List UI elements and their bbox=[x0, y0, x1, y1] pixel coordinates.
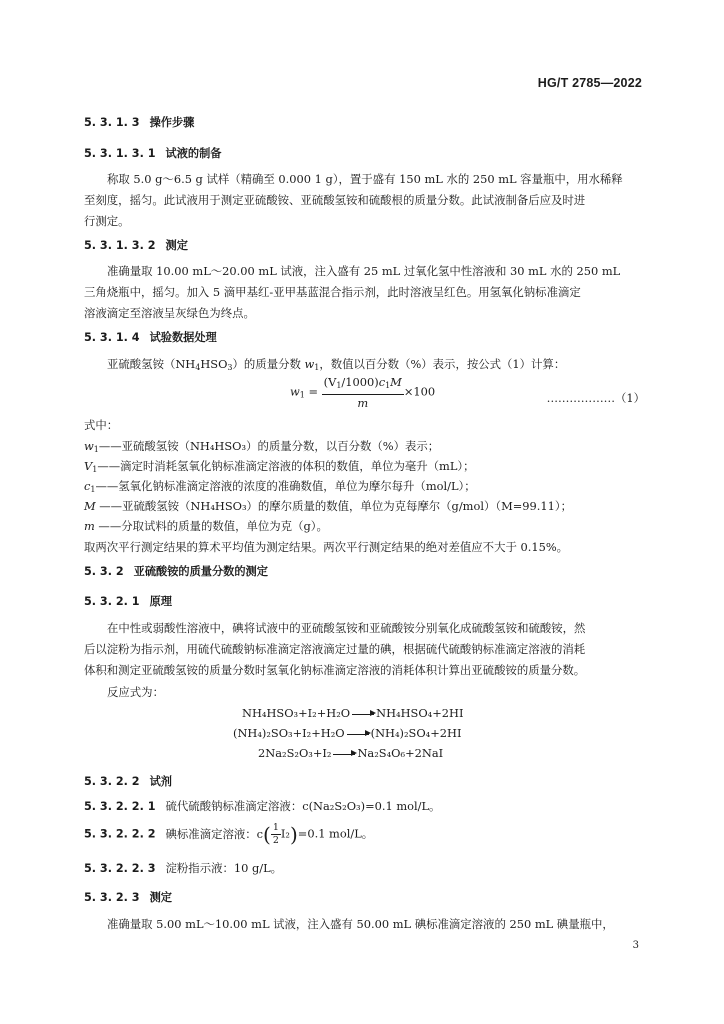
reaction-arrow-icon bbox=[333, 754, 355, 755]
section-number: 5. 3. 1. 3. 1 bbox=[84, 147, 156, 160]
standard-number: HG/T 2785—2022 bbox=[537, 76, 642, 90]
section-title: 原理 bbox=[149, 595, 172, 608]
paragraph-line: 后以淀粉为指示剂，用硫代硫酸钠标准滴定溶液滴定过量的碘，根据硫代硫酸钠标准滴定溶液的消耗 bbox=[84, 642, 586, 656]
paragraph-line: 取两次平行测定结果的算术平均值为测定结果。两次平行测定结果的绝对差值应不大于 0.15%。 bbox=[84, 540, 569, 554]
section-title: 测定 bbox=[165, 239, 188, 252]
heading-5-3-2-2 bbox=[84, 773, 172, 789]
formula-number: ………………（1） bbox=[546, 391, 645, 405]
paragraph-line: 行测定。 bbox=[84, 214, 130, 228]
paragraph-line: 体积和测定亚硫酸氢铵的质量分数时氢氧化钠标准滴定溶液的消耗体积计算出亚硫酸铵的质量分数。 bbox=[84, 663, 586, 677]
paragraph-line: 至刻度，摇匀。此试液用于测定亚硫酸铵、亚硫酸氢铵和硫酸根的质量分数。此试液制备后应及时进 bbox=[84, 193, 586, 207]
section-title: 试验数据处理 bbox=[149, 331, 217, 344]
variable-definition: m ——分取试料的质量的数值，单位为克（g）。 bbox=[84, 519, 328, 533]
where-label: 式中： bbox=[84, 418, 119, 432]
reaction-label: 反应式为： bbox=[107, 685, 164, 699]
section-title: 亚硫酸铵的质量分数的测定 bbox=[133, 565, 268, 578]
reaction-arrow-icon bbox=[347, 734, 369, 735]
paragraph-line: 准确量取 5.00 mL～10.00 mL 试液，注入盛有 50.00 mL 碘标准滴定溶液的 250 mL 碘量瓶中， bbox=[107, 917, 614, 931]
formula-1: $w_1$ = $\frac{(V_1/1000)c_1M}{m}$ ×100 bbox=[290, 375, 436, 410]
heading-5-3-2-1 bbox=[84, 593, 172, 609]
heading-5-3-2-3 bbox=[84, 889, 172, 905]
section-number: 5. 3. 2. 2 bbox=[84, 775, 140, 788]
section-number: 5. 3. 1. 3. 2 bbox=[84, 239, 156, 252]
heading-5-3-1-3-2 bbox=[84, 237, 188, 253]
variable-definition: M ——亚硫酸氢铵（NH₄HSO₃）的摩尔质量的数值，单位为克每摩尔（g/mol）（M=99.11）； bbox=[84, 499, 572, 513]
section-number: 5. 3. 2. 1 bbox=[84, 595, 140, 608]
reaction-arrow-icon bbox=[352, 714, 374, 715]
section-title: 试剂 bbox=[149, 775, 172, 788]
paragraph-line: 溶液滴定至溶液呈灰绿色为终点。 bbox=[84, 306, 255, 320]
section-title: 试液的制备 bbox=[165, 147, 222, 160]
paragraph-line: 称取 5.0 g～6.5 g 试样（精确至 0.000 1 g），置于盛有 150 mL 水的 250 mL 容量瓶中，用水稀释 bbox=[107, 172, 623, 186]
heading-5-3-1-4 bbox=[84, 329, 217, 345]
reaction-equation: (NH₄)₂SO₃+I₂+H₂O (NH₄)₂SO₄+2HI bbox=[233, 726, 462, 740]
reaction-equation: 2Na₂S₂O₃+I₂ Na₂S₄O₆+2NaI bbox=[258, 746, 444, 760]
variable-definition: $c_1——$氢氧化钠标准滴定溶液的浓度的准确数值，单位为摩尔每升（mol/L）； bbox=[84, 479, 476, 494]
heading-5-3-2 bbox=[84, 563, 268, 579]
variable-definition: $w_1——$亚硫酸氢铵（NH₄HSO₃）的质量分数，以百分数（%）表示； bbox=[84, 439, 440, 454]
paragraph-line: 三角烧瓶中，摇匀。加入 5 滴甲基红-亚甲基蓝混合指示剂，此时溶液呈红色。用氢氧化钠标准滴定 bbox=[84, 285, 581, 299]
heading-5-3-1-3 bbox=[84, 114, 194, 130]
reagent-5-3-2-2-1: 5. 3. 2. 2. 1 硫代硫酸钠标准滴定溶液：c(Na₂S₂O₃)=0.1 mol/L。 bbox=[84, 799, 441, 813]
section-title: 测定 bbox=[149, 891, 172, 904]
section-title: 操作步骤 bbox=[149, 116, 195, 129]
reagent-5-3-2-2-2: 5. 3. 2. 2. 2 碘标准滴定溶液：c( $\frac{1}{2}$ I₂)=0.1 mol/L。 bbox=[84, 822, 374, 847]
paragraph-line: 准确量取 10.00 mL～20.00 mL 试液，注入盛有 25 mL 过氧化氢中性溶液和 30 mL 水的 250 mL bbox=[107, 264, 621, 278]
heading-5-3-1-3-1 bbox=[84, 145, 221, 161]
variable-definition: $V_1——$滴定时消耗氢氧化钠标准滴定溶液的体积的数值，单位为毫升（mL）； bbox=[84, 459, 475, 474]
section-number: 5. 3. 1. 3 bbox=[84, 116, 140, 129]
page-number: 3 bbox=[632, 940, 639, 951]
reaction-equation: NH₄HSO₃+I₂+H₂O NH₄HSO₄+2HI bbox=[242, 706, 464, 720]
section-number: 5. 3. 1. 4 bbox=[84, 331, 140, 344]
paragraph-line: 亚硫酸氢铵$(NH_4HSO_3)$的质量分数 $w_1$，数值以百分数（%）表示，按公式（1）计算： bbox=[107, 357, 566, 372]
section-number: 5. 3. 2. 3 bbox=[84, 891, 140, 904]
formula-fraction: $\frac{(V_1/1000)c_1M}{m}$ bbox=[323, 375, 402, 410]
reagent-5-3-2-2-3: 5. 3. 2. 2. 3 淀粉指示液：10 g/L。 bbox=[84, 861, 283, 875]
section-number: 5. 3. 2 bbox=[84, 565, 124, 578]
paragraph-line: 在中性或弱酸性溶液中，碘将试液中的亚硫酸氢铵和亚硫酸铵分别氧化成硫酸氢铵和硫酸铵，然 bbox=[107, 621, 586, 635]
